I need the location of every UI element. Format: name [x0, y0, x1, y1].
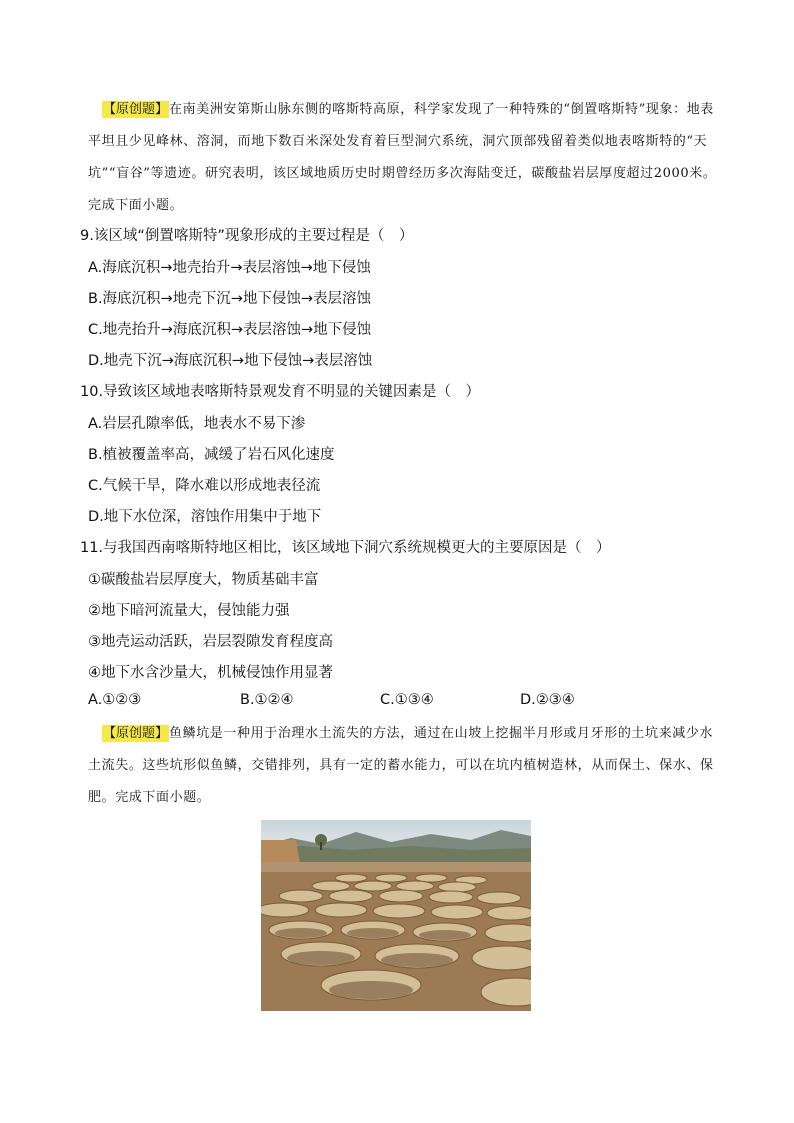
q10-option-d[interactable]: D.地下水位深，溶蚀作用集中于地下 [88, 509, 322, 525]
q11-statement-3: ③地壳运动活跃，岩层裂隙发育程度高 [88, 634, 333, 650]
question-10-stem: 10.导致该区域地表喀斯特景观发育不明显的关键因素是（ ） [80, 384, 481, 400]
question-11-stem: 11.与我国西南喀斯特地区相比，该区域地下洞穴系统规模更大的主要原因是（ ） [80, 540, 611, 556]
q10-option-c[interactable]: C.气候干旱，降水难以形成地表径流 [88, 478, 321, 494]
q11-option-c[interactable]: C.①③④ [380, 692, 434, 708]
question-9-stem: 9.该区域“倒置喀斯特”现象形成的主要过程是（ ） [80, 228, 414, 244]
q11-option-d[interactable]: D.②③④ [520, 692, 575, 708]
q11-option-a[interactable]: A.①②③ [88, 692, 142, 708]
q11-statement-4: ④地下水含沙量大，机械侵蚀作用显著 [88, 665, 333, 681]
fish-scale-pits-photo [261, 820, 531, 1011]
q9-option-b[interactable]: B.海底沉积→地壳下沉→地下侵蚀→表层溶蚀 [88, 291, 372, 307]
q10-option-a[interactable]: A.岩层孔隙率低，地表水不易下渗 [88, 416, 306, 432]
q11-option-b[interactable]: B.①②④ [240, 692, 294, 708]
q10-option-b[interactable]: B.植被覆盖率高，减缓了岩石风化速度 [88, 447, 335, 463]
original-question-tag: 【原创题】 [103, 102, 169, 117]
passage-1-text: 在南美洲安第斯山脉东侧的喀斯特高原，科学家发现了一种特殊的“倒置喀斯特”现象：地表平坦且少见峰林、溶洞，而地下数百米深处发育着巨型洞穴系统，洞穴顶部残留着类似地表喀斯特的“天坑”“盲谷”等遗迹。研究表明，该区域地质历史时期曾经历多次海陆变迁，碳酸盐岩层厚度超过2000米。完成下面小题。 [88, 102, 717, 213]
q9-option-c[interactable]: C.地壳抬升→海底沉积→表层溶蚀→地下侵蚀 [88, 322, 372, 338]
passage-1 [88, 94, 720, 222]
q11-statement-2: ②地下暗河流量大，侵蚀能力强 [88, 603, 290, 619]
q11-options-row [88, 692, 648, 714]
passage-2 [88, 718, 720, 814]
q9-option-a[interactable]: A.海底沉积→地壳抬升→表层溶蚀→地下侵蚀 [88, 260, 371, 276]
passage-2-text: 鱼鳞坑是一种用于治理水土流失的方法，通过在山坡上挖掘半月形或月牙形的土坑来减少水土流失。这些坑形似鱼鳞，交错排列，具有一定的蓄水能力，可以在坑内植树造林，从而保土、保水、保肥。完成下面小题。 [88, 726, 714, 805]
q9-option-d[interactable]: D.地壳下沉→海底沉积→地下侵蚀→表层溶蚀 [88, 353, 373, 369]
q11-statement-1: ①碳酸盐岩层厚度大，物质基础丰富 [88, 572, 319, 588]
original-question-tag: 【原创题】 [103, 726, 169, 741]
